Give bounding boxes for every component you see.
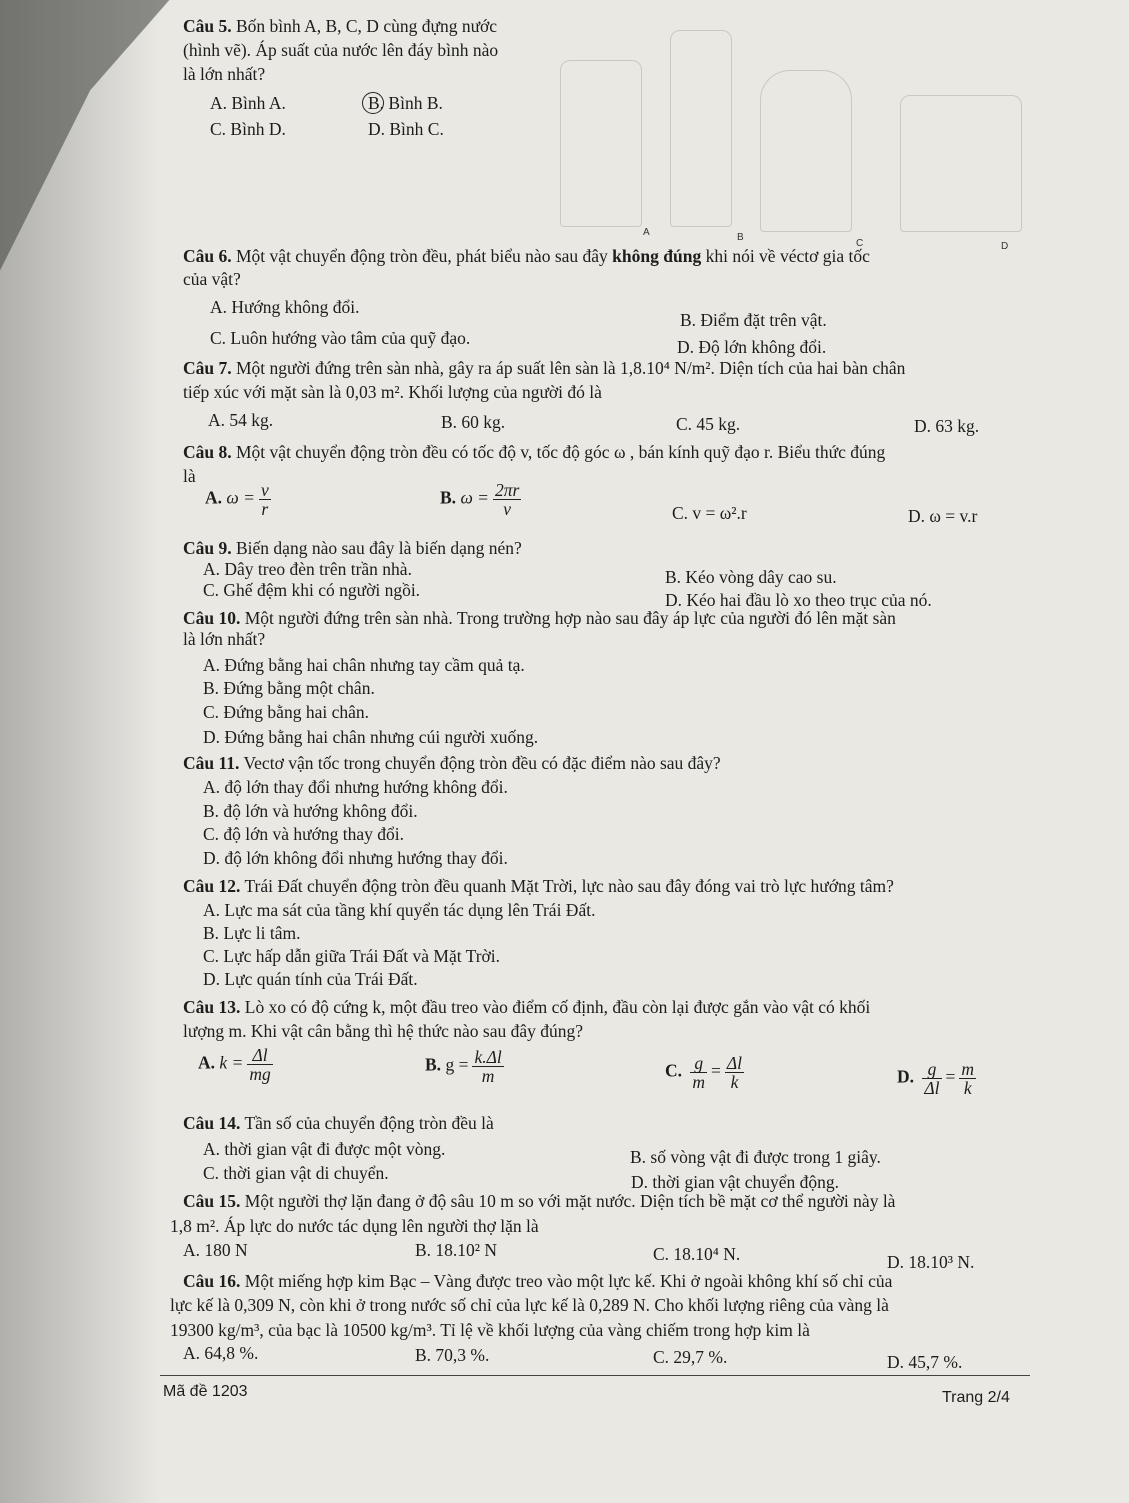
q15-title: Câu 15. xyxy=(183,1191,241,1211)
q16-line1: Câu 16. Một miếng hợp kim Bạc – Vàng được treo vào một lực kế. Khi ở ngoài không khí số chỉ của xyxy=(183,1271,893,1291)
q10-option-a: A. Đứng bằng hai chân nhưng tay cầm quả tạ. xyxy=(203,655,525,675)
q12-option-b: B. Lực li tâm. xyxy=(203,923,301,943)
q8-option-d: D. ω = v.r xyxy=(908,506,978,526)
q11-option-a: A. độ lớn thay đổi nhưng hướng không đổi. xyxy=(203,777,508,797)
q7-line2: tiếp xúc với mặt sàn là 0,03 m². Khối lượng của người đó là xyxy=(183,382,602,402)
q13-option-d: D. $\frac{g}{\Delta l}$ = $\frac{m}{k}$ xyxy=(897,1059,975,1098)
q5-option-d: D. Bình C. xyxy=(368,119,444,139)
q9-option-b: B. Kéo vòng dây cao su. xyxy=(665,567,837,587)
q6-option-d: D. Độ lớn không đổi. xyxy=(677,337,827,357)
q13-title: Câu 13. xyxy=(183,997,241,1017)
q5-option-c: C. Bình D. xyxy=(210,119,286,139)
q6-title: Câu 6. xyxy=(183,246,232,266)
vessel-a xyxy=(560,60,642,227)
q5-text: Bốn bình A, B, C, D cùng đựng nước xyxy=(236,16,498,36)
q6-line1: Câu 6. Một vật chuyển động tròn đều, phát biểu nào sau đây không đúng khi nói về véctơ gia tốc xyxy=(183,246,870,266)
q16-line3: 19300 kg/m³, của bạc là 10500 kg/m³. Tỉ lệ về khối lượng của vàng chiếm trong hợp kim là xyxy=(170,1320,810,1340)
q13-line2: lượng m. Khi vật cân bằng thì hệ thức nào sau đây đúng? xyxy=(183,1021,584,1041)
q15-option-b: B. 18.10² N xyxy=(415,1240,498,1260)
q10-line2: là lớn nhất? xyxy=(183,629,266,649)
q15-option-c: C. 18.10⁴ N. xyxy=(653,1244,741,1264)
vessel-c xyxy=(760,70,852,232)
q14-option-d: D. thời gian vật chuyển động. xyxy=(631,1172,840,1192)
q12-title: Câu 12. xyxy=(183,876,241,896)
q14-title: Câu 14. xyxy=(183,1113,241,1133)
q7-title: Câu 7. xyxy=(183,358,232,378)
q12-option-a: A. Lực ma sát của tầng khí quyển tác dụng lên Trái Đất. xyxy=(203,900,596,920)
footer-divider xyxy=(160,1375,1030,1376)
page-shadow xyxy=(0,0,160,1503)
q10-option-b: B. Đứng bằng một chân. xyxy=(203,678,375,698)
q10-title: Câu 10. xyxy=(183,608,241,628)
q9-option-d: D. Kéo hai đầu lò xo theo trục của nó. xyxy=(665,590,932,610)
q9-option-a: A. Dây treo đèn trên trần nhà. xyxy=(203,559,412,579)
q5-title: Câu 5. xyxy=(183,16,232,36)
q8-option-c: C. v = ω².r xyxy=(672,503,747,523)
q11-option-c: C. độ lớn và hướng thay đổi. xyxy=(203,824,405,844)
q8-line1: Câu 8. Một vật chuyển động tròn đều có tốc độ v, tốc độ góc ω , bán kính quỹ đạo r. Biểu thức đúng xyxy=(183,442,886,462)
q5-line3: là lớn nhất? xyxy=(183,64,266,84)
q12-option-d: D. Lực quán tính của Trái Đất. xyxy=(203,969,418,989)
q9-title: Câu 9. xyxy=(183,538,232,558)
q9-option-c: C. Ghế đệm khi có người ngồi. xyxy=(203,580,421,600)
q5-option-a: A. Bình A. xyxy=(210,93,286,113)
q14-line1: Câu 14. Tần số của chuyển động tròn đều là xyxy=(183,1113,494,1133)
q7-option-b: B. 60 kg. xyxy=(441,412,506,432)
q14-option-c: C. thời gian vật di chuyển. xyxy=(203,1163,389,1183)
q14-option-a: A. thời gian vật đi được một vòng. xyxy=(203,1139,446,1159)
q15-line1: Câu 15. Một người thợ lặn đang ở độ sâu 10 m so với mặt nước. Diện tích bề mặt cơ thể người này là xyxy=(183,1191,896,1211)
q13-option-a: A. k = $\frac{\Delta l}{mg}$ xyxy=(198,1045,271,1084)
exam-code: Mã đề 1203 xyxy=(163,1383,248,1400)
q12-option-c: C. Lực hấp dẫn giữa Trái Đất và Mặt Trời. xyxy=(203,946,501,966)
q6-option-a: A. Hướng không đổi. xyxy=(210,297,360,317)
q5-line1 xyxy=(183,16,497,36)
q16-title: Câu 16. xyxy=(183,1271,241,1291)
vessel-d xyxy=(900,95,1022,232)
q11-option-b: B. độ lớn và hướng không đổi. xyxy=(203,801,418,821)
q10-option-d: D. Đứng bằng hai chân nhưng cúi người xuống. xyxy=(203,727,539,747)
q5-line2: (hình vẽ). Áp suất của nước lên đáy bình nào xyxy=(183,40,499,60)
vessel-label-b: B xyxy=(737,232,744,243)
q14-option-b: B. số vòng vật đi được trong 1 giây. xyxy=(630,1147,881,1167)
q7-line1: Câu 7. Một người đứng trên sàn nhà, gây ra áp suất lên sàn là 1,8.10⁴ N/m². Diện tích của hai bàn chân xyxy=(183,358,906,378)
q16-line2: lực kế là 0,309 N, còn khi ở trong nước số chỉ của lực kế là 0,289 N. Cho khối lượng riêng của vàng là xyxy=(170,1295,889,1315)
q15-line2: 1,8 m². Áp lực do nước tác dụng lên người thợ lặn là xyxy=(170,1216,539,1236)
q16-option-c: C. 29,7 %. xyxy=(653,1347,728,1367)
q15-option-d: D. 18.10³ N. xyxy=(887,1252,975,1272)
q16-option-a: A. 64,8 %. xyxy=(183,1343,259,1363)
vessel-label-a: A xyxy=(643,227,650,238)
q8-option-a: A. ω = $\frac{v}{r}$ xyxy=(205,480,269,519)
q10-line1: Câu 10. Một người đứng trên sàn nhà. Trong trường hợp nào sau đây áp lực của người đó lên mặt sàn xyxy=(183,608,896,628)
q7-option-d: D. 63 kg. xyxy=(914,416,980,436)
q12-line1: Câu 12. Trái Đất chuyển động tròn đều quanh Mặt Trời, lực nào sau đây đóng vai trò lực hướng tâm? xyxy=(183,876,894,896)
q11-line1: Câu 11. Vectơ vận tốc trong chuyển động tròn đều có đặc điểm nào sau đây? xyxy=(183,753,721,773)
q13-option-c: C. $\frac{g}{m}$ = $\frac{\Delta l}{k}$ xyxy=(665,1053,743,1092)
q7-option-c: C. 45 kg. xyxy=(676,414,741,434)
q6-option-c: C. Luôn hướng vào tâm của quỹ đạo. xyxy=(210,328,471,348)
vessel-label-c: C xyxy=(856,238,864,249)
q15-option-a: A. 180 N xyxy=(183,1240,248,1260)
q16-option-b: B. 70,3 %. xyxy=(415,1345,490,1365)
page-number: Trang 2/4 xyxy=(942,1389,1010,1406)
q10-option-c: C. Đứng bằng hai chân. xyxy=(203,702,369,722)
q11-title: Câu 11. xyxy=(183,753,240,773)
q8-title: Câu 8. xyxy=(183,442,232,462)
vessel-b xyxy=(670,30,732,227)
vessel-label-d: D xyxy=(1001,241,1009,252)
q5-option-b: B. Bình B. xyxy=(368,93,443,114)
q7-option-a: A. 54 kg. xyxy=(208,410,274,430)
q13-option-b: B. g = $\frac{k.\Delta l}{m}$ xyxy=(425,1047,502,1086)
q16-option-d: D. 45,7 %. xyxy=(887,1352,963,1372)
q11-option-d: D. độ lớn không đổi nhưng hướng thay đổi. xyxy=(203,848,508,868)
q6-line2: của vật? xyxy=(183,269,241,289)
q13-line1: Câu 13. Lò xo có độ cứng k, một đầu treo vào điểm cố định, đầu còn lại được gắn vào vật có khối xyxy=(183,997,871,1017)
q8-line2: là xyxy=(183,466,196,486)
q8-option-b: B. ω = $\frac{2\pi r}{v}$ xyxy=(440,480,520,519)
q6-option-b: B. Điểm đặt trên vật. xyxy=(680,310,827,330)
q9-line1: Câu 9. Biến dạng nào sau đây là biến dạng nén? xyxy=(183,538,522,558)
